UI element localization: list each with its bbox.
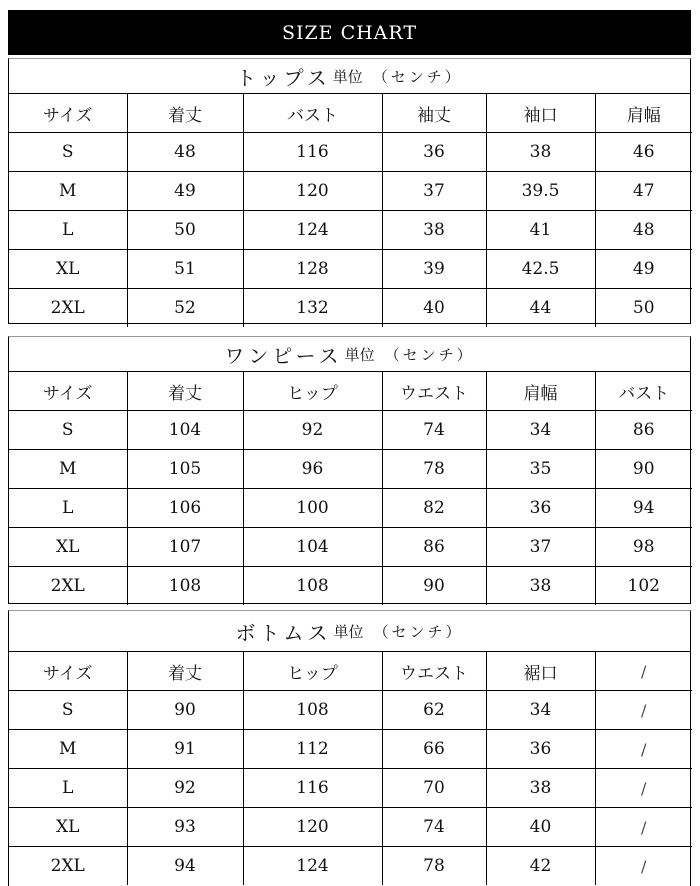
table-cell: 124 [243, 847, 382, 886]
table-cell: 40 [486, 808, 595, 847]
table-cell: 66 [382, 730, 486, 769]
size-cell: S [9, 133, 127, 172]
table-row [9, 847, 692, 886]
table-cell: / [641, 856, 647, 876]
dress-table-grid [9, 372, 692, 605]
table-cell: 90 [382, 567, 486, 606]
table-cell: 112 [243, 730, 382, 769]
header-cell: サイズ [9, 652, 127, 691]
header-cell: ウエスト [382, 372, 486, 411]
table-cell: 48 [595, 211, 692, 250]
bottoms-section-title [9, 611, 690, 652]
size-cell: M [9, 450, 127, 489]
dress-section-title [9, 337, 690, 372]
table-cell: 70 [382, 769, 486, 808]
table-cell: 34 [486, 411, 595, 450]
table-cell: 74 [382, 411, 486, 450]
table-cell: 92 [243, 411, 382, 450]
header-cell: ウエスト [382, 652, 486, 691]
table-cell: / [595, 730, 692, 769]
table-cell: 93 [127, 808, 243, 847]
table-cell: 51 [127, 250, 243, 289]
table-cell: 91 [127, 730, 243, 769]
table-row [9, 691, 692, 730]
table-cell: 36 [486, 489, 595, 528]
table-cell: 105 [127, 450, 243, 489]
table-cell: 96 [243, 450, 382, 489]
table-cell: 86 [595, 411, 692, 450]
size-cell: S [9, 411, 127, 450]
table-cell: 98 [595, 528, 692, 567]
table-cell: 124 [243, 211, 382, 250]
header-cell: バスト [243, 94, 382, 133]
table-row [9, 769, 692, 808]
table-cell: 38 [486, 769, 595, 808]
table-row [9, 567, 692, 606]
table-cell: 37 [486, 528, 595, 567]
header-cell: 着丈 [127, 652, 243, 691]
table-row [9, 289, 692, 328]
header-cell: サイズ [9, 372, 127, 411]
table-cell: 86 [382, 528, 486, 567]
size-cell: L [9, 211, 127, 250]
table-cell: 37 [382, 172, 486, 211]
table-row [9, 489, 692, 528]
header-cell: 袖口 [486, 94, 595, 133]
size-cell: L [9, 489, 127, 528]
size-cell: M [9, 172, 127, 211]
dress-size-table [8, 336, 691, 604]
table-cell: 90 [127, 691, 243, 730]
table-cell: 106 [127, 489, 243, 528]
table-cell: 104 [127, 411, 243, 450]
size-cell: 2XL [9, 567, 127, 606]
bottoms-unit: （センチ） [373, 622, 464, 641]
table-cell: 132 [243, 289, 382, 328]
bottoms-title-name: ボトムス [235, 620, 332, 645]
table-cell: 82 [382, 489, 486, 528]
table-cell: 41 [486, 211, 595, 250]
table-cell: 62 [382, 691, 486, 730]
table-cell: 36 [486, 730, 595, 769]
size-chart-title: SIZE CHART [8, 10, 691, 55]
size-cell: XL [9, 528, 127, 567]
table-cell: 120 [243, 172, 382, 211]
header-cell: 裾口 [486, 652, 595, 691]
size-cell: XL [9, 250, 127, 289]
header-cell: バスト [595, 372, 692, 411]
table-row [9, 211, 692, 250]
tops-title-name: トップス [236, 65, 331, 90]
table-cell: 38 [382, 211, 486, 250]
bottoms-unit-label: 単位 [333, 622, 364, 641]
table-row [9, 250, 692, 289]
dress-unit: （センチ） [384, 345, 475, 364]
table-cell: 102 [627, 576, 660, 596]
table-cell: 46 [595, 133, 692, 172]
header-cell: サイズ [9, 94, 127, 133]
size-cell: L [9, 769, 127, 808]
table-cell: 108 [243, 691, 382, 730]
table-cell: 48 [127, 133, 243, 172]
table-row [9, 411, 692, 450]
table-cell: 120 [243, 808, 382, 847]
tops-unit-label: 単位 [332, 67, 363, 86]
header-cell: 袖丈 [382, 94, 486, 133]
table-cell: 116 [243, 133, 382, 172]
table-cell: 90 [595, 450, 692, 489]
header-cell: ヒップ [243, 372, 382, 411]
table-cell: 39.5 [486, 172, 595, 211]
header-cell: 着丈 [127, 94, 243, 133]
table-cell: 128 [243, 250, 382, 289]
tops-unit: （センチ） [372, 67, 463, 86]
table-cell: 94 [127, 847, 243, 886]
table-cell: 116 [243, 769, 382, 808]
bottoms-table-grid [9, 652, 692, 885]
table-cell: 78 [382, 450, 486, 489]
header-cell: / [595, 652, 692, 691]
dress-title-name: ワンピース [224, 343, 343, 368]
table-cell: 35 [486, 450, 595, 489]
header-cell: 肩幅 [486, 372, 595, 411]
dress-unit-label: 単位 [344, 345, 375, 364]
table-cell: 78 [382, 847, 486, 886]
table-cell: 38 [486, 567, 595, 606]
table-row [9, 528, 692, 567]
table-cell: 42.5 [486, 250, 595, 289]
table-cell: 42 [486, 847, 595, 886]
dress-header-row [9, 372, 692, 411]
table-cell: 108 [243, 567, 382, 606]
size-cell: XL [9, 808, 127, 847]
table-cell: 50 [127, 211, 243, 250]
table-cell: 36 [382, 133, 486, 172]
table-cell: 107 [127, 528, 243, 567]
table-cell: 50 [632, 298, 655, 318]
table-cell: 108 [127, 567, 243, 606]
table-row [9, 730, 692, 769]
table-row [9, 133, 692, 172]
table-cell: 38 [486, 133, 595, 172]
tops-section-title [9, 59, 690, 94]
table-cell: 100 [243, 489, 382, 528]
table-row [9, 172, 692, 211]
table-cell: 94 [595, 489, 692, 528]
size-cell: S [9, 691, 127, 730]
table-cell: 39 [382, 250, 486, 289]
table-cell: 49 [595, 250, 692, 289]
header-cell: 着丈 [127, 372, 243, 411]
table-cell: 49 [127, 172, 243, 211]
table-cell: 40 [382, 289, 486, 328]
table-cell: 52 [127, 289, 243, 328]
table-cell: 104 [243, 528, 382, 567]
tops-size-table [8, 58, 691, 324]
header-cell: 肩幅 [595, 94, 692, 133]
size-cell: M [9, 730, 127, 769]
tops-header-row [9, 94, 692, 133]
table-cell: / [595, 808, 692, 847]
table-cell: 74 [382, 808, 486, 847]
table-cell: 34 [486, 691, 595, 730]
table-cell: / [595, 691, 692, 730]
table-cell: 44 [486, 289, 595, 328]
table-cell: 92 [127, 769, 243, 808]
table-cell: 47 [595, 172, 692, 211]
bottoms-header-row [9, 652, 692, 691]
table-cell: / [595, 769, 692, 808]
tops-table-grid [9, 94, 692, 327]
header-cell: ヒップ [243, 652, 382, 691]
table-row [9, 450, 692, 489]
size-cell: 2XL [9, 289, 127, 328]
bottoms-size-table [8, 610, 691, 886]
table-row [9, 808, 692, 847]
size-cell: 2XL [9, 847, 127, 886]
